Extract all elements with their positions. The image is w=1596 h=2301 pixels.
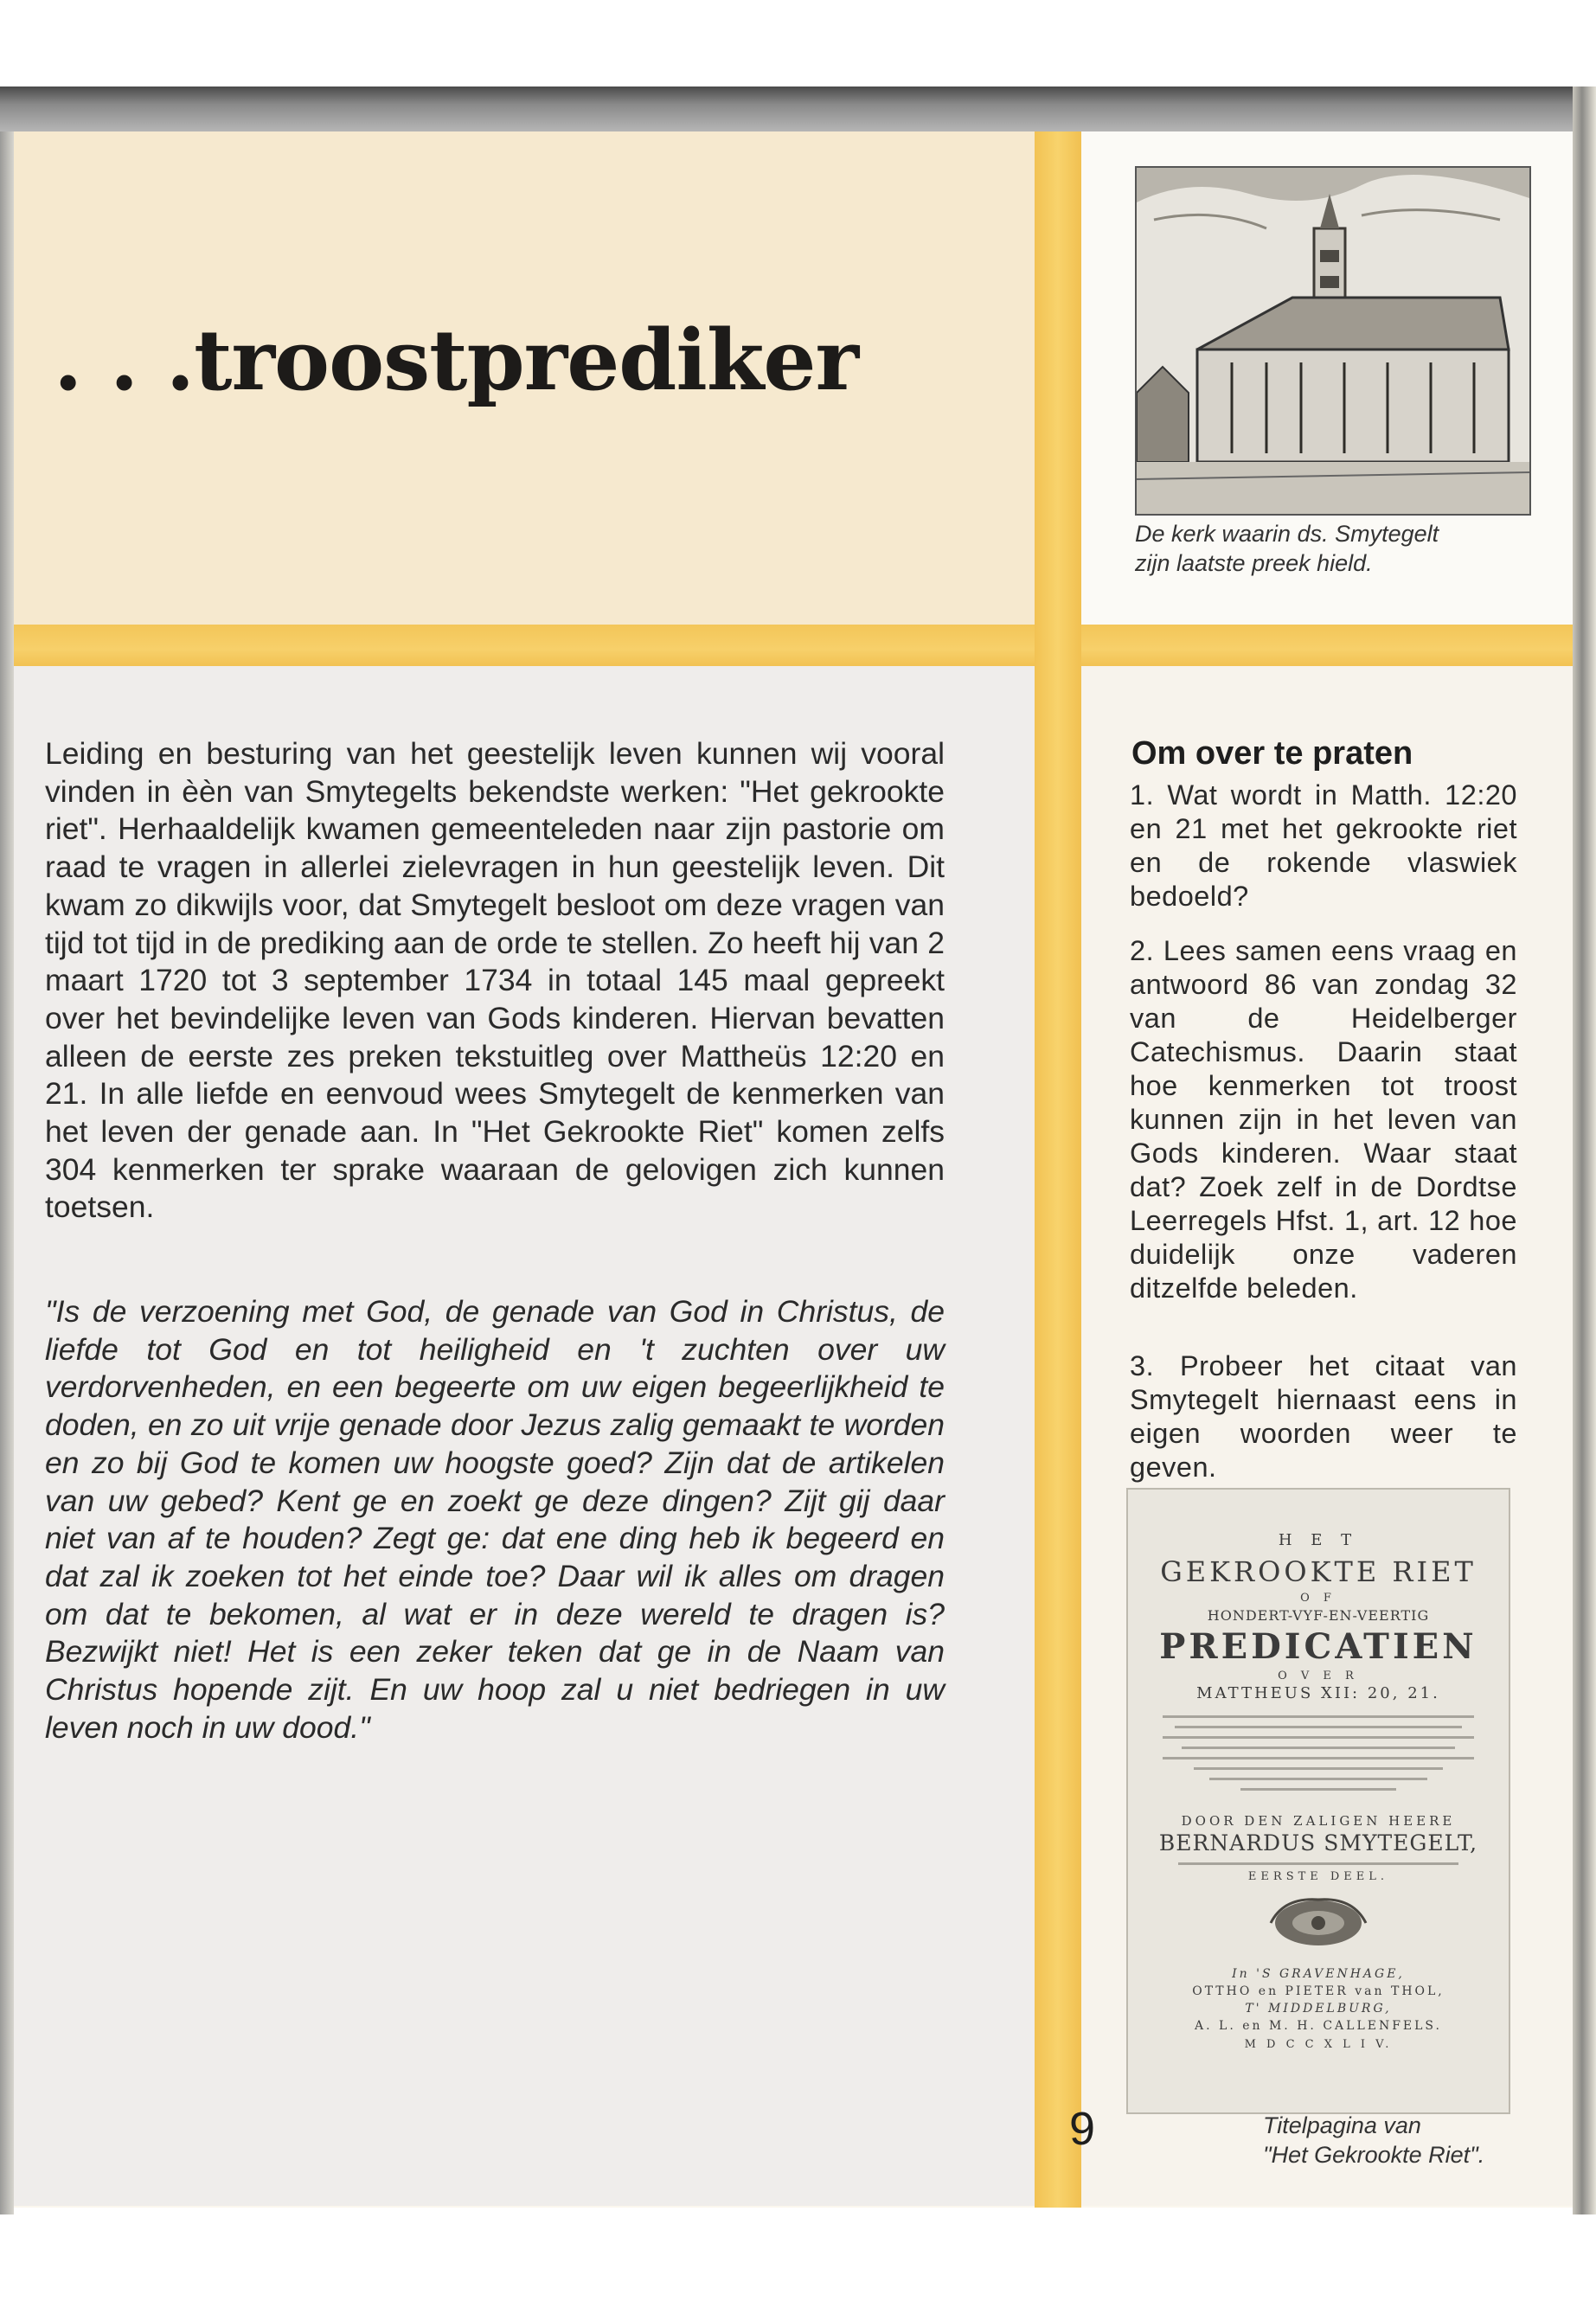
book-matthew: MATTHEUS XII: 20, 21. — [1196, 1684, 1440, 1702]
book-title: GEKROOKTE RIET — [1160, 1555, 1477, 1588]
book-printer-1: OTTHO en PIETER van THOL, — [1192, 1984, 1445, 1998]
book-city: In 'S GRAVENHAGE, — [1232, 1967, 1405, 1981]
book-ornament-icon — [1266, 1893, 1370, 1953]
question-3: 3. Probeer het citaat van Smytegelt hiernaast eens in eigen woorden weer te geven. — [1130, 1350, 1517, 1483]
book-door: DOOR DEN ZALIGEN HEERE — [1181, 1813, 1456, 1829]
book-part: EERSTE DEEL. — [1247, 1870, 1389, 1883]
book-over: O V E R — [1278, 1670, 1359, 1682]
book-printer-3: A. L. en M. H. CALLENFELS. — [1195, 2019, 1442, 2033]
question-2: 2. Lees samen eens vraag en antwoord 86 van zondag 32 van de Heidelberger Catechismus. Daarin staat hoe kenmerken tot troost kunnen zijn in het leven van Gods kinderen. Waar staat dat? Zoek zelf in de Dordtse Leerregels Hfst. 1, art. 12 hoe duidelijk onze vaderen ditzelfde beleden. — [1130, 935, 1517, 1304]
scan-right-edge — [1573, 87, 1596, 2214]
church-caption-line-1: De kerk waarin ds. Smytegelt — [1135, 521, 1439, 547]
book-printer-2: T' MIDDELBURG, — [1245, 2002, 1392, 2016]
book-year: M D C C X L I V. — [1244, 2038, 1393, 2051]
article-quote: "Is de verzoening met God, de genade van God in Christus, de liefde tot God en tot heiligheid en 't zuchten over uw verdorvenheden, en een begeerte om uw eigen begeerlijkheid te doden, en zo uit vrije genade door Jezus zalig gemaakt te worden en zo bij God te komen uw hoogste goed? Zijn dat de artikelen van uw gebed? Kent ge en zoekt ge deze dingen? Zijt gij daar niet van af te houden? Zegt ge: dat ene ding heb ik begeerd en dat zal ik zoeken tot het einde toe? Daar wil ik alles om dragen om dat te bekomen, al wat er in deze wereld te dragen is? Bezwijkt niet! Het is een zeker teken dat ge in de Naam van Christus hopende zijt. En uw hoop zal u niet bedriegen in uw leven noch in uw dood." — [45, 1294, 945, 1745]
church-caption-line-2: zijn laatste preek hield. — [1135, 550, 1373, 576]
page-title: . . .troostprediker — [54, 311, 859, 409]
scan-left-edge — [0, 87, 14, 2214]
title-page-caption-line-1: Titelpagina van — [1263, 2112, 1421, 2138]
article-body: Leiding en besturing van het geestelijk leven kunnen wij vooral vinden in èèn van Smytegelts bekendste werken: "Het gekrookte riet". Herhaaldelijk kwamen gemeenteleden naar zijn pastorie om raad te vragen in allerlei zielevragen in hun geestelijk leven. Dit kwam zo dikwijls voor, dat Smytegelt besloot om deze vragen van tijd tot tijd in de prediking aan de orde te stellen. Zo heeft hij van 2 maart 1720 tot 3 september 1734 in totaal 145 maal gepreekt over het bevindelijke leven van Gods kinderen. Hiervan bevatten alleen de eerste zes preken tekstuitleg over Mattheüs 12:20 en 21. In alle liefde en eenvoud wees Smytegelt de kenmerken van het leven der genade aan. In "Het Gekrookte Riet" komen zelfs 304 kenmerken ter sprake waaraan de gelovigen zich kunnen toetsen. — [45, 736, 945, 1225]
book-author-subtitle — [1163, 1855, 1474, 1872]
book-of: O F — [1300, 1592, 1336, 1605]
title-page-image — [1126, 1488, 1510, 2114]
horizontal-yellow-band — [14, 625, 1573, 666]
page-number: 9 — [1069, 2103, 1096, 2155]
question-1: 1. Wat wordt in Matth. 12:20 en 21 met het gekrookte riet en de rokende vlaswiek bedoeld? — [1130, 779, 1517, 912]
book-predicatien: PREDICATIEN — [1159, 1626, 1477, 1667]
sidebar-heading: Om over te praten — [1131, 735, 1413, 772]
vertical-yellow-band — [1035, 131, 1081, 2208]
scan-top-edge — [0, 87, 1596, 131]
book-small-print — [1163, 1708, 1474, 1820]
church-engraving — [1137, 168, 1529, 514]
book-author: BERNARDUS SMYTEGELT, — [1158, 1830, 1478, 1856]
book-count: HONDERT-VYF-EN-VEERTIG — [1207, 1607, 1430, 1624]
title-page-caption-line-2: "Het Gekrookte Riet". — [1263, 2142, 1485, 2168]
church-engraving-image — [1135, 166, 1531, 516]
book-het: H E T — [1278, 1531, 1359, 1549]
